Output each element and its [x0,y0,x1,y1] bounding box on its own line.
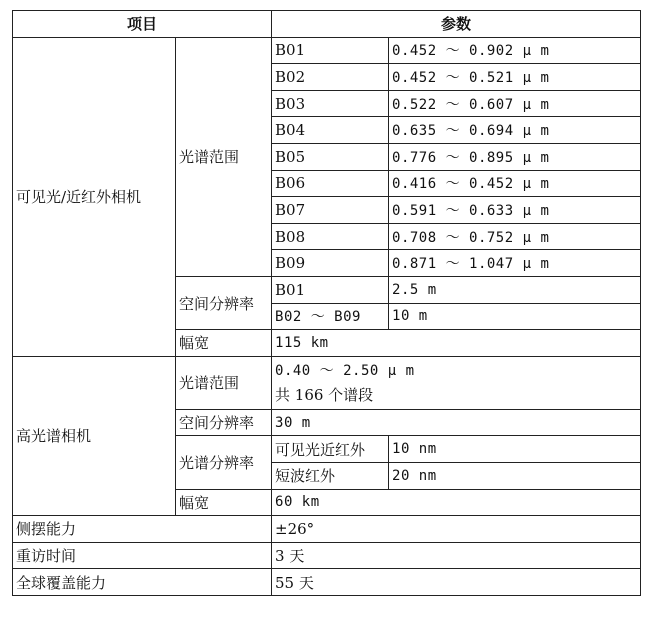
table-row [13,569,641,596]
spectral-res-value: 20 nm [389,462,641,489]
camera-name: 可见光/近红外相机 [13,37,176,356]
other-label: 全球覆盖能力 [13,569,272,596]
camera-name: 高光谱相机 [13,356,176,515]
table-row [13,37,641,64]
other-value: 55 天 [272,569,641,596]
spectral-res-name: 短波红外 [272,462,389,489]
spectral-range-label: 光谱范围 [176,37,272,276]
spatial-value: 2.5 m [389,276,641,303]
band-range: 0.871 ～ 1.047 μ m [389,250,641,277]
spectral-range-label: 光谱范围 [176,356,272,409]
spectral-range-value [272,356,641,409]
other-label: 重访时间 [13,542,272,569]
swath-label: 幅宽 [176,330,272,357]
band-name: B01 [272,276,389,303]
band-range: 0.416 ～ 0.452 μ m [389,170,641,197]
band-name: B07 [272,197,389,224]
spatial-value: 30 m [272,409,641,436]
header-item: 项目 [13,11,272,38]
spec-table [12,10,641,596]
table-row [13,516,641,543]
band-range: 0.591 ～ 0.633 μ m [389,197,641,224]
table-row [13,356,641,409]
spatial-value: 10 m [389,303,641,330]
spectral-resolution-label: 光谱分辨率 [176,436,272,489]
band-name: B09 [272,250,389,277]
band-name: B03 [272,90,389,117]
band-name: B08 [272,223,389,250]
other-label: 侧摆能力 [13,516,272,543]
band-range: 0.635 ～ 0.694 μ m [389,117,641,144]
spectral-res-value: 10 nm [389,436,641,463]
band-range: 0.708 ～ 0.752 μ m [389,223,641,250]
other-value: ±26° [272,516,641,543]
swath-value: 60 km [272,489,641,516]
band-name: B06 [272,170,389,197]
band-range: 0.452 ～ 0.521 μ m [389,64,641,91]
band-name: B02 ～ B09 [272,303,389,330]
spectral-range-text: 0.40 ～ 2.50 μ m [275,362,415,379]
spatial-resolution-label: 空间分辨率 [176,409,272,436]
band-name: B01 [272,37,389,64]
header-row [13,11,641,38]
band-range: 0.452 ～ 0.902 μ m [389,37,641,64]
band-name: B02 [272,64,389,91]
header-param: 参数 [272,11,641,38]
spectral-res-name: 可见光近红外 [272,436,389,463]
band-name: B04 [272,117,389,144]
other-value: 3 天 [272,542,641,569]
table-row [13,542,641,569]
band-range: 0.776 ～ 0.895 μ m [389,143,641,170]
band-name: B05 [272,143,389,170]
spatial-resolution-label: 空间分辨率 [176,276,272,329]
band-range: 0.522 ～ 0.607 μ m [389,90,641,117]
spectral-band-count: 共 166 个谱段 [275,385,374,404]
swath-label: 幅宽 [176,489,272,516]
swath-value: 115 km [272,330,641,357]
